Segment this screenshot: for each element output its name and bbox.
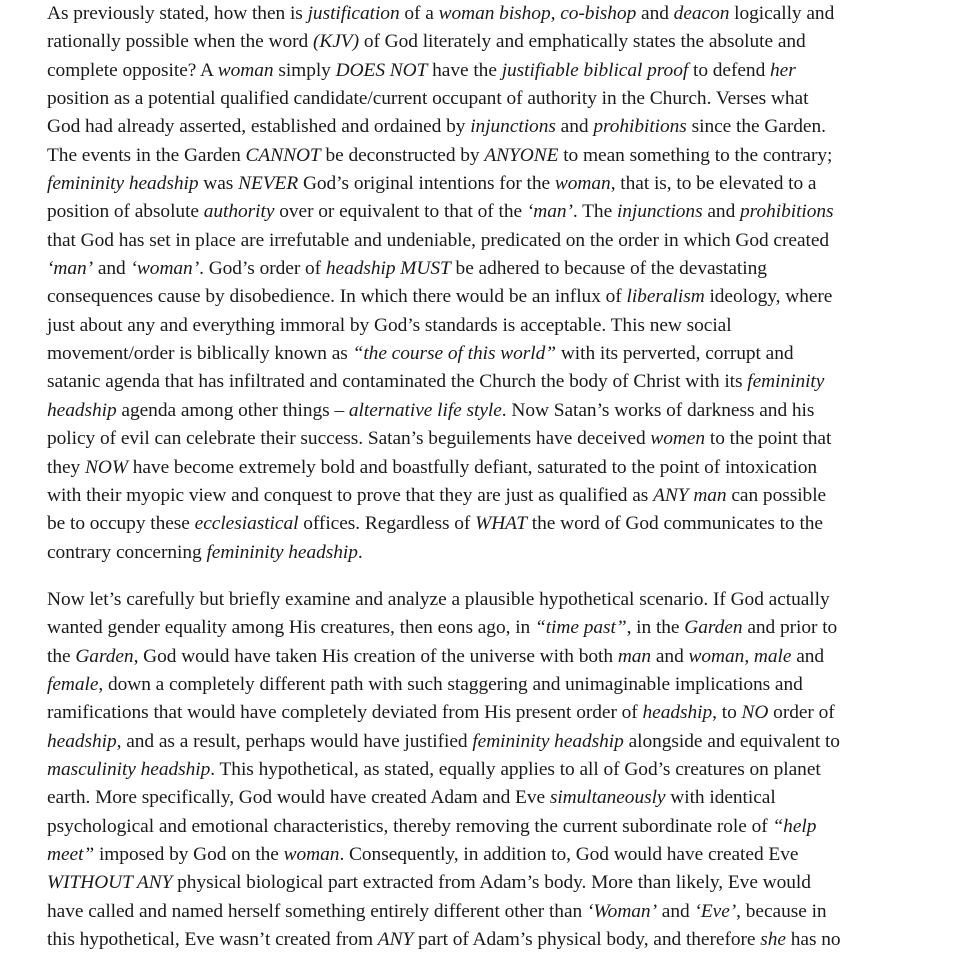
text-run: have become extremely bold and boastfully defiant, saturated to the point of intoxication bbox=[127, 456, 817, 478]
text-run: with their myopic view and conquest to prove that they are just as qualified as bbox=[47, 484, 654, 506]
italic-text: ‘man’ bbox=[47, 258, 94, 280]
text-run: with identical bbox=[665, 787, 776, 809]
text-run: agenda among other things – bbox=[116, 399, 349, 421]
text-run: God had already asserted, established and ordained by bbox=[47, 116, 471, 138]
italic-text: headship MUST bbox=[325, 258, 451, 280]
italic-text: meet” bbox=[47, 843, 95, 865]
text-line bbox=[47, 898, 947, 926]
text-run: alongside and equivalent to bbox=[623, 730, 840, 752]
text-line bbox=[47, 869, 947, 897]
text-run: position as a potential qualified candidate/current occupant of authority in the Church. Verses what bbox=[47, 88, 809, 110]
paragraph-2 bbox=[47, 586, 947, 954]
text-line bbox=[47, 510, 947, 538]
text-line bbox=[47, 614, 947, 642]
text-run: ramifications that would have completely deviated from His present order of bbox=[47, 702, 643, 724]
paragraph-1 bbox=[47, 0, 947, 567]
text-run: and bbox=[702, 201, 741, 223]
document-page bbox=[47, 0, 947, 954]
italic-text: headship bbox=[47, 730, 117, 752]
italic-text: femininity headship bbox=[472, 730, 624, 752]
italic-text: woman bishop, co-bishop bbox=[438, 3, 637, 24]
text-run: just about any and everything immoral by God’s standards is acceptable. This new social bbox=[47, 314, 732, 336]
text-line bbox=[47, 283, 947, 311]
text-run: position of absolute bbox=[47, 201, 204, 223]
text-run: The events in the Garden bbox=[47, 144, 246, 166]
text-run: , God would have taken His creation of the universe with both bbox=[133, 645, 618, 667]
italic-text: WHAT bbox=[475, 513, 527, 535]
text-run: be deconstructed by bbox=[320, 144, 485, 166]
text-run: and bbox=[656, 900, 695, 922]
text-run: wanted gender equality among His creatures, then eons ago, in bbox=[47, 617, 535, 639]
text-line bbox=[47, 170, 947, 198]
text-run: logically and bbox=[729, 3, 835, 24]
text-line bbox=[47, 340, 947, 368]
text-run: with its perverted, corrupt and bbox=[556, 343, 794, 365]
italic-text: male bbox=[753, 645, 792, 667]
text-run: be to occupy these bbox=[47, 513, 195, 535]
text-line bbox=[47, 85, 947, 113]
text-line bbox=[47, 198, 947, 226]
text-line bbox=[47, 368, 947, 396]
text-run: part of Adam’s physical body, and therefore bbox=[413, 929, 761, 950]
text-run: . bbox=[357, 541, 363, 563]
text-line bbox=[47, 813, 947, 841]
text-run: offices. Regardless of bbox=[298, 513, 476, 535]
text-line bbox=[47, 425, 947, 453]
text-run: that God has set in place are irrefutable and undeniable, predicated on the order in which God created bbox=[47, 229, 830, 251]
text-run: , that is, to be elevated to a bbox=[610, 173, 817, 195]
italic-text: prohibitions bbox=[740, 201, 834, 223]
text-line bbox=[47, 255, 947, 283]
text-run: . This hypothetical, as stated, equally applies to all of God’s creatures on planet bbox=[210, 758, 821, 780]
text-run: have called and named herself something entirely different other than bbox=[47, 900, 587, 922]
text-run: physical biological part extracted from Adam’s body. More than likely, Eve would bbox=[172, 872, 811, 894]
italic-text: ‘Eve’ bbox=[694, 900, 737, 922]
text-run: imposed by God on the bbox=[94, 843, 284, 865]
text-run: of a bbox=[399, 3, 439, 24]
italic-text: her bbox=[770, 59, 796, 81]
italic-text: authority bbox=[203, 201, 275, 223]
italic-text: headship bbox=[47, 399, 117, 421]
text-line bbox=[47, 113, 947, 141]
italic-text: woman bbox=[688, 645, 745, 667]
italic-text: man bbox=[617, 645, 652, 667]
text-line bbox=[47, 539, 947, 567]
italic-text: ANY man bbox=[653, 484, 727, 506]
italic-text: ANY bbox=[377, 929, 414, 950]
text-line bbox=[47, 784, 947, 812]
text-run: have the bbox=[427, 59, 502, 81]
text-run: has no bbox=[785, 929, 841, 950]
text-run: psychological and emotional characteristics, thereby removing the current subordinate role of bbox=[47, 815, 773, 837]
italic-text: she bbox=[760, 929, 786, 950]
text-run: complete opposite? A bbox=[47, 59, 218, 81]
text-run: was bbox=[198, 173, 239, 195]
text-run: , because in bbox=[736, 900, 827, 922]
text-line bbox=[47, 482, 947, 510]
text-run: ideology, where bbox=[704, 286, 833, 308]
text-run: and bbox=[555, 116, 594, 138]
italic-text: deacon bbox=[673, 3, 730, 24]
text-line bbox=[47, 643, 947, 671]
italic-text: Garden bbox=[75, 645, 134, 667]
italic-text: Garden bbox=[684, 617, 743, 639]
text-run: and bbox=[651, 645, 689, 667]
italic-text: injunctions bbox=[470, 116, 556, 138]
italic-text: women bbox=[650, 428, 706, 450]
text-line bbox=[47, 756, 947, 784]
text-run: consequences cause by disobedience. In which there would be an influx of bbox=[47, 286, 627, 308]
text-line bbox=[47, 397, 947, 425]
text-run: can possible bbox=[726, 484, 827, 506]
text-line bbox=[47, 586, 947, 614]
italic-text: ecclesiastical bbox=[194, 513, 299, 535]
italic-text: injunctions bbox=[616, 201, 703, 223]
text-run: Now let’s carefully but briefly examine and analyze a plausible hypothetical scenario. If God actually bbox=[47, 588, 830, 610]
text-run: policy of evil can celebrate their success. Satan’s beguilements have deceived bbox=[47, 428, 651, 450]
italic-text: justifiable biblical proof bbox=[501, 59, 689, 81]
text-run: order of bbox=[768, 702, 835, 724]
text-line bbox=[47, 728, 947, 756]
italic-text: NOW bbox=[84, 456, 128, 478]
italic-text: DOES NOT bbox=[335, 59, 428, 81]
text-run: to the point that bbox=[705, 428, 832, 450]
italic-text: ANYONE bbox=[484, 144, 559, 166]
italic-text: WITHOUT ANY bbox=[47, 872, 173, 894]
italic-text: woman bbox=[554, 173, 611, 195]
italic-text: (KJV) bbox=[312, 31, 360, 53]
italic-text: NEVER bbox=[238, 173, 299, 195]
italic-text: femininity headship bbox=[206, 541, 358, 563]
italic-text: prohibitions bbox=[593, 116, 687, 138]
italic-text: ‘woman’ bbox=[130, 258, 200, 280]
text-line bbox=[47, 926, 947, 954]
text-run: to defend bbox=[688, 59, 771, 81]
text-run: . Now Satan’s works of darkness and his bbox=[501, 399, 815, 421]
text-line bbox=[47, 28, 947, 56]
text-run: since the Garden. bbox=[686, 116, 826, 138]
text-run: of God literately and emphatically states the absolute and bbox=[359, 31, 806, 53]
italic-text: femininity headship bbox=[47, 173, 199, 195]
text-run: As previously stated, how then is bbox=[47, 3, 308, 24]
text-run: , to bbox=[712, 702, 742, 724]
italic-text: ‘man’ bbox=[526, 201, 573, 223]
text-run: earth. More specifically, God would have created Adam and Eve bbox=[47, 787, 550, 809]
text-run: and prior to bbox=[742, 617, 838, 639]
text-line bbox=[47, 227, 947, 255]
text-run: contrary concerning bbox=[47, 541, 207, 563]
text-run: , in the bbox=[626, 617, 685, 639]
italic-text: liberalism bbox=[626, 286, 705, 308]
text-run: the bbox=[47, 645, 76, 667]
text-run: and bbox=[93, 258, 131, 280]
text-run: and bbox=[636, 3, 674, 24]
text-run: rationally possible when the word bbox=[47, 31, 313, 53]
italic-text: female bbox=[47, 673, 99, 695]
text-line bbox=[47, 142, 947, 170]
italic-text: woman bbox=[217, 59, 274, 81]
text-run: be adhered to because of the devastating bbox=[450, 258, 767, 280]
text-line bbox=[47, 0, 947, 28]
text-run: to mean something to the contrary; bbox=[558, 144, 833, 166]
text-line bbox=[47, 671, 947, 699]
text-run: . The bbox=[572, 201, 617, 223]
italic-text: alternative life style bbox=[348, 399, 502, 421]
italic-text: masculinity headship bbox=[47, 758, 211, 780]
text-line bbox=[47, 699, 947, 727]
italic-text: woman bbox=[283, 843, 340, 865]
text-line bbox=[47, 454, 947, 482]
text-run: and bbox=[791, 645, 825, 667]
italic-text: NO bbox=[741, 702, 769, 724]
italic-text: “help bbox=[772, 815, 817, 837]
text-run: , and as a result, perhaps would have justified bbox=[116, 730, 473, 752]
text-run: over or equivalent to that of the bbox=[274, 201, 527, 223]
italic-text: simultaneously bbox=[549, 787, 666, 809]
text-run: , bbox=[744, 645, 754, 667]
text-run: movement/order is biblically known as bbox=[47, 343, 353, 365]
text-line bbox=[47, 841, 947, 869]
text-line bbox=[47, 312, 947, 340]
italic-text: justification bbox=[307, 3, 400, 24]
italic-text: CANNOT bbox=[245, 144, 321, 166]
text-run: satanic agenda that has infiltrated and contaminated the Church the body of Christ with its bbox=[47, 371, 748, 393]
text-run: . God’s order of bbox=[199, 258, 326, 280]
text-run: simply bbox=[273, 59, 336, 81]
italic-text: “time past” bbox=[534, 617, 627, 639]
italic-text: femininity bbox=[747, 371, 825, 393]
text-run: , down a completely different path with such staggering and unimaginable implications and bbox=[98, 673, 803, 695]
text-line bbox=[47, 57, 947, 85]
italic-text: headship bbox=[642, 702, 713, 724]
italic-text: ‘Woman’ bbox=[586, 900, 657, 922]
document-body bbox=[47, 0, 947, 954]
text-run: . Consequently, in addition to, God would have created Eve bbox=[339, 843, 799, 865]
text-run: God’s original intentions for the bbox=[298, 173, 555, 195]
text-run: this hypothetical, Eve wasn’t created from bbox=[47, 929, 378, 950]
text-run: they bbox=[47, 456, 85, 478]
italic-text: “the course of this world” bbox=[352, 343, 557, 365]
text-run: the word of God communicates to the bbox=[527, 513, 823, 535]
